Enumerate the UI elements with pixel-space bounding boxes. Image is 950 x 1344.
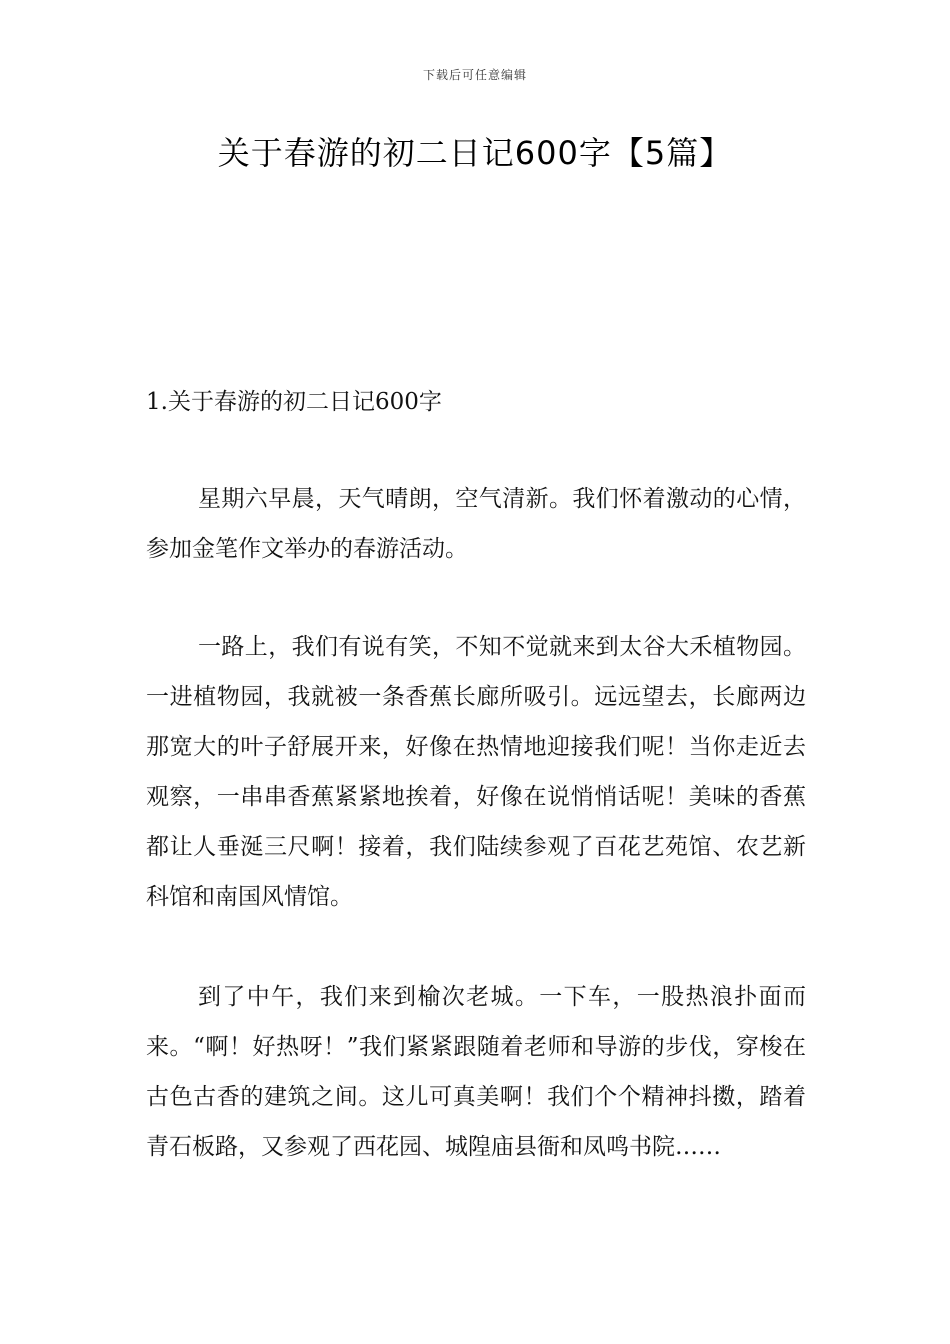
header-note: 下载后可任意编辑 — [422, 68, 527, 82]
paragraph-3: 到了中午，我们来到榆次老城。一下车，一股热浪扑面而来。“啊！好热呀！”我们紧紧跟随着老师和导游的步伐，穿梭在古色古香的建筑之间。这儿可真美啊！我们个个精神抖擞，踏着青石板路，又参观了西花园、城隍庙县衙和凤鸣书院…… — [146, 984, 806, 1160]
document-title: 关于春游的初二日记600字【5篇】 — [217, 134, 733, 172]
paragraph-2: 一路上，我们有说有笑，不知不觉就来到太谷大禾植物园。一进植物园，我就被一条香蕉长廊所吸引。远远望去，长廊两边那宽大的叶子舒展开来，好像在热情地迎接我们呢！当你走近去观察，一串串香蕉紧紧地挨着，好像在说悄悄话呢！美味的香蕉都让人垂涎三尺啊！接着，我们陆续参观了百花艺苑馆、农艺新科馆和南国风情馆。 — [146, 634, 806, 910]
section-heading: 1.关于春游的初二日记600字 — [146, 389, 442, 415]
paragraph-1: 星期六早晨，天气晴朗，空气清新。我们怀着激动的心情，参加金笔作文举办的春游活动。 — [146, 486, 806, 562]
